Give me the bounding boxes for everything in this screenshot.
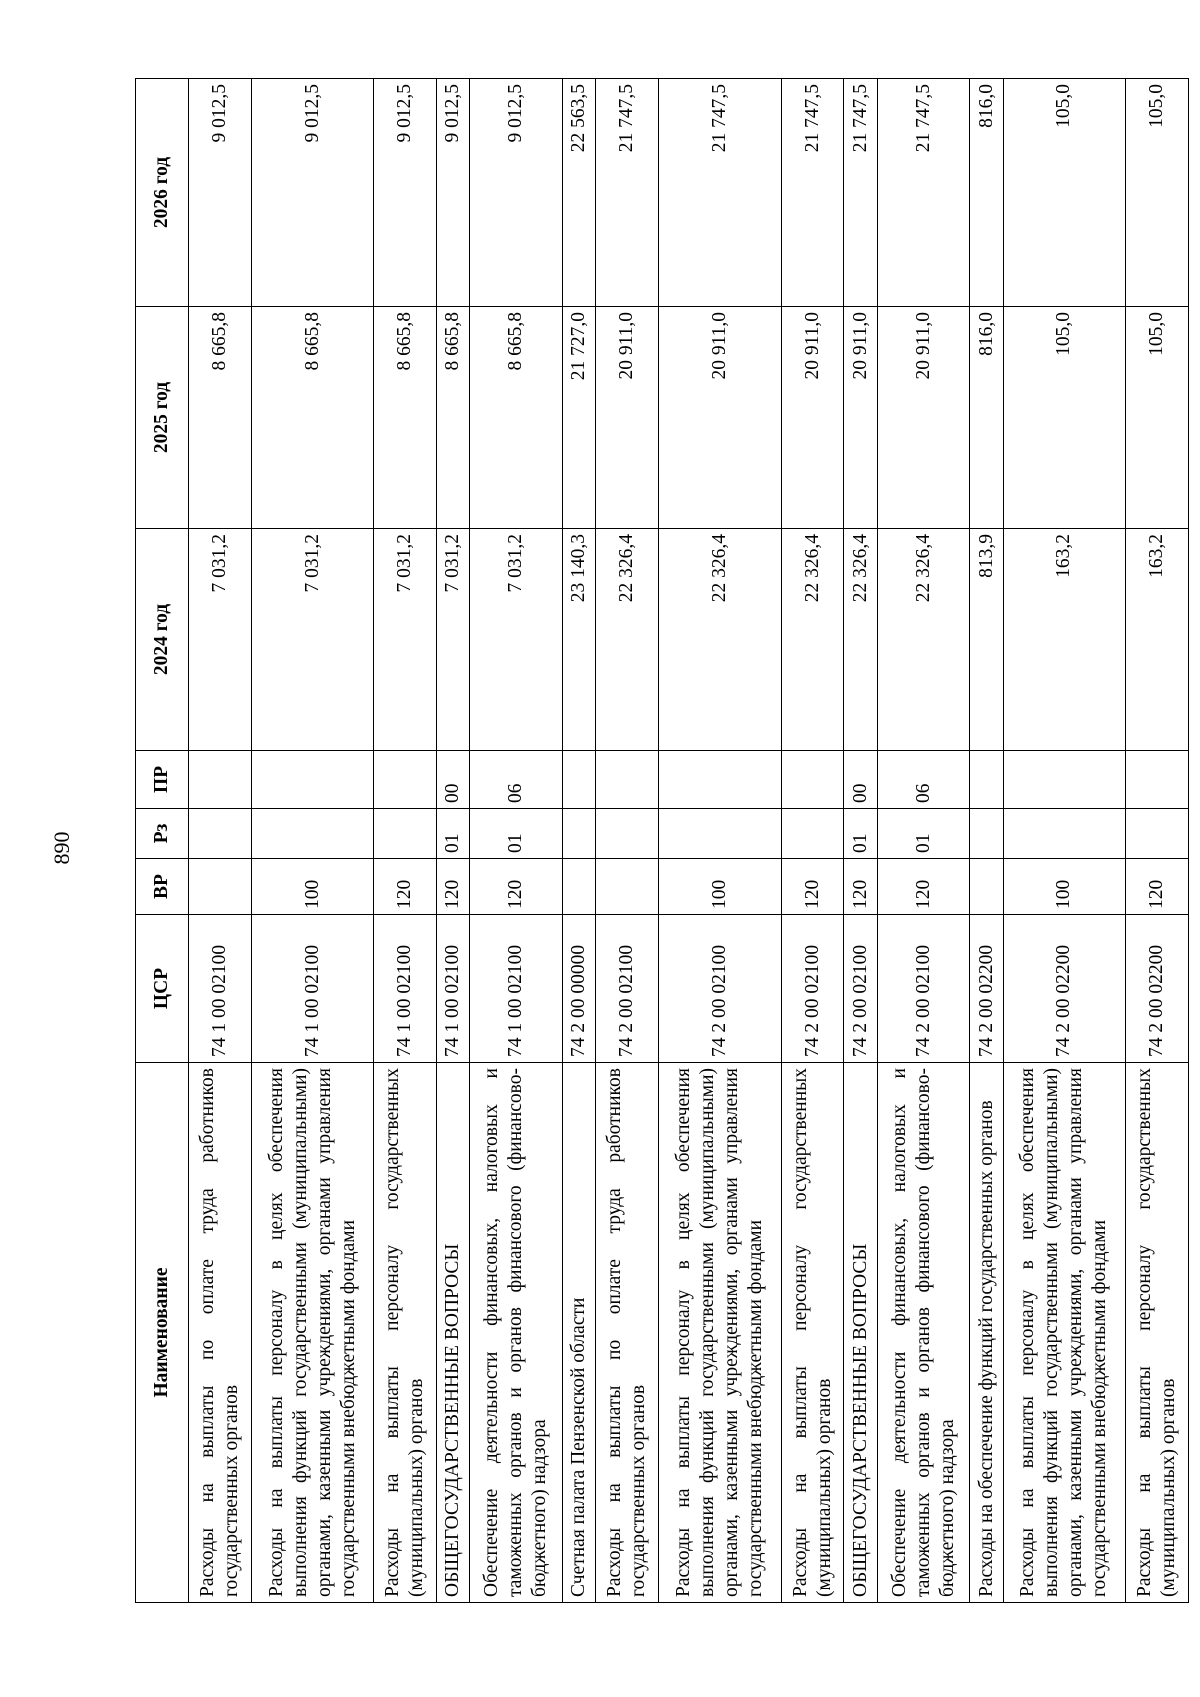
- cell-2024: 813,9: [970, 529, 1003, 751]
- header-2025: 2025 год: [136, 307, 189, 529]
- cell-pr: [659, 751, 781, 809]
- cell-2025: 21 727,0: [563, 307, 596, 529]
- table-row: [844, 79, 877, 1603]
- cell-csr: 74 2 00 02100: [844, 915, 877, 1063]
- cell-vr: 120: [1125, 859, 1188, 915]
- header-row: [136, 79, 189, 1603]
- cell-rz: 01: [437, 809, 470, 859]
- cell-pr: [374, 751, 437, 809]
- table-body: [189, 79, 1189, 1603]
- cell-vr: 100: [1003, 859, 1125, 915]
- cell-2024: 163,2: [1125, 529, 1188, 751]
- cell-rz: [251, 809, 373, 859]
- cell-2025: 8 665,8: [189, 307, 252, 529]
- cell-name: Расходы на выплаты по оплате труда работников государственных органов: [189, 1063, 252, 1603]
- cell-pr: [251, 751, 373, 809]
- cell-csr: 74 2 00 02100: [596, 915, 659, 1063]
- cell-csr: 74 1 00 02100: [470, 915, 563, 1063]
- cell-name: ОБЩЕГОСУДАРСТВЕННЫЕ ВОПРОСЫ: [844, 1063, 877, 1603]
- cell-vr: 100: [251, 859, 373, 915]
- table-row: [1003, 79, 1125, 1603]
- header-pr: ПР: [136, 751, 189, 809]
- cell-2025: 8 665,8: [437, 307, 470, 529]
- cell-vr: 120: [877, 859, 970, 915]
- cell-rz: [1003, 809, 1125, 859]
- cell-vr: 120: [374, 859, 437, 915]
- cell-name: Расходы на выплаты персоналу государственных (муниципальных) органов: [374, 1063, 437, 1603]
- cell-2025: 8 665,8: [470, 307, 563, 529]
- cell-vr: [563, 859, 596, 915]
- cell-2024: 7 031,2: [189, 529, 252, 751]
- cell-2024: 23 140,3: [563, 529, 596, 751]
- cell-csr: 74 1 00 02100: [374, 915, 437, 1063]
- cell-name: Расходы на выплаты персоналу государственных (муниципальных) органов: [1125, 1063, 1188, 1603]
- cell-pr: 06: [470, 751, 563, 809]
- cell-2026: 9 012,5: [251, 79, 373, 307]
- header-vr: ВР: [136, 859, 189, 915]
- cell-2024: 7 031,2: [251, 529, 373, 751]
- cell-2026: 105,0: [1003, 79, 1125, 307]
- cell-pr: 00: [437, 751, 470, 809]
- cell-csr: 74 2 00 02100: [781, 915, 844, 1063]
- cell-vr: 120: [781, 859, 844, 915]
- cell-pr: 00: [844, 751, 877, 809]
- cell-csr: 74 1 00 02100: [251, 915, 373, 1063]
- cell-pr: [189, 751, 252, 809]
- cell-2025: 8 665,8: [251, 307, 373, 529]
- cell-2026: 21 747,5: [659, 79, 781, 307]
- cell-2026: 21 747,5: [781, 79, 844, 307]
- cell-2026: 9 012,5: [189, 79, 252, 307]
- table-row: [877, 79, 970, 1603]
- cell-csr: 74 2 00 02200: [1003, 915, 1125, 1063]
- cell-2024: 22 326,4: [781, 529, 844, 751]
- cell-2026: 9 012,5: [374, 79, 437, 307]
- cell-rz: [563, 809, 596, 859]
- cell-2026: 21 747,5: [844, 79, 877, 307]
- header-rz: Рз: [136, 809, 189, 859]
- cell-2024: 7 031,2: [374, 529, 437, 751]
- rotated-table-container: [135, 79, 1189, 1603]
- cell-csr: 74 1 00 02100: [189, 915, 252, 1063]
- cell-2025: 8 665,8: [374, 307, 437, 529]
- cell-2024: 22 326,4: [596, 529, 659, 751]
- cell-2025: 20 911,0: [596, 307, 659, 529]
- cell-name: Расходы на выплаты персоналу в целях обеспечения выполнения функций государственными (муниципальными) органами, казенными учреждениями, органами управления государственными внебюджетными фондами: [251, 1063, 373, 1603]
- table-row: [189, 79, 252, 1603]
- cell-name: Расходы на выплаты персоналу в целях обеспечения выполнения функций государственными (муниципальными) органами, казенными учреждениями, органами управления государственными внебюджетными фондами: [1003, 1063, 1125, 1603]
- header-2026: 2026 год: [136, 79, 189, 307]
- cell-vr: 120: [844, 859, 877, 915]
- cell-csr: 74 1 00 02100: [437, 915, 470, 1063]
- cell-rz: [374, 809, 437, 859]
- cell-pr: [596, 751, 659, 809]
- cell-csr: 74 2 00 02200: [970, 915, 1003, 1063]
- table-row: [1125, 79, 1188, 1603]
- header-2024: 2024 год: [136, 529, 189, 751]
- cell-name: Обеспечение деятельности финансовых, налоговых и таможенных органов и органов финансового (финансово-бюджетного) надзора: [470, 1063, 563, 1603]
- cell-2026: 816,0: [970, 79, 1003, 307]
- cell-vr: [970, 859, 1003, 915]
- cell-2026: 9 012,5: [437, 79, 470, 307]
- cell-pr: [1003, 751, 1125, 809]
- cell-csr: 74 2 00 02100: [659, 915, 781, 1063]
- cell-csr: 74 2 00 02200: [1125, 915, 1188, 1063]
- table-row: [251, 79, 373, 1603]
- table-row: [781, 79, 844, 1603]
- cell-rz: [970, 809, 1003, 859]
- table-row: [970, 79, 1003, 1603]
- page-number: 890: [49, 831, 74, 865]
- cell-name: Расходы на выплаты персоналу государственных (муниципальных) органов: [781, 1063, 844, 1603]
- cell-vr: [189, 859, 252, 915]
- cell-pr: [970, 751, 1003, 809]
- cell-rz: 01: [844, 809, 877, 859]
- cell-csr: 74 2 00 00000: [563, 915, 596, 1063]
- cell-vr: [596, 859, 659, 915]
- table-row: [596, 79, 659, 1603]
- cell-2026: 21 747,5: [596, 79, 659, 307]
- cell-rz: [596, 809, 659, 859]
- cell-name: Расходы на выплаты по оплате труда работников государственных органов: [596, 1063, 659, 1603]
- cell-2026: 21 747,5: [877, 79, 970, 307]
- table-row: [470, 79, 563, 1603]
- cell-2025: 20 911,0: [659, 307, 781, 529]
- cell-2024: 7 031,2: [470, 529, 563, 751]
- cell-name: ОБЩЕГОСУДАРСТВЕННЫЕ ВОПРОСЫ: [437, 1063, 470, 1603]
- cell-2026: 22 563,5: [563, 79, 596, 307]
- header-name: Наименование: [136, 1063, 189, 1603]
- cell-2024: 22 326,4: [844, 529, 877, 751]
- cell-2024: 7 031,2: [437, 529, 470, 751]
- cell-csr: 74 2 00 02100: [877, 915, 970, 1063]
- cell-2025: 816,0: [970, 307, 1003, 529]
- cell-name: Расходы на обеспечение функций государственных органов: [970, 1063, 1003, 1603]
- cell-2024: 163,2: [1003, 529, 1125, 751]
- cell-2026: 105,0: [1125, 79, 1188, 307]
- table-frame: [135, 79, 1189, 1603]
- cell-name: Расходы на выплаты персоналу в целях обеспечения выполнения функций государственными (муниципальными) органами, казенными учреждениями, органами управления государственными внебюджетными фондами: [659, 1063, 781, 1603]
- cell-2024: 22 326,4: [877, 529, 970, 751]
- cell-2025: 20 911,0: [781, 307, 844, 529]
- cell-vr: 100: [659, 859, 781, 915]
- cell-pr: [563, 751, 596, 809]
- cell-rz: [781, 809, 844, 859]
- header-csr: ЦСР: [136, 915, 189, 1063]
- cell-pr: [781, 751, 844, 809]
- cell-2026: 9 012,5: [470, 79, 563, 307]
- cell-2025: 20 911,0: [844, 307, 877, 529]
- cell-pr: 06: [877, 751, 970, 809]
- cell-rz: [189, 809, 252, 859]
- table-row: [563, 79, 596, 1603]
- cell-vr: 120: [470, 859, 563, 915]
- cell-2025: 105,0: [1125, 307, 1188, 529]
- cell-2024: 22 326,4: [659, 529, 781, 751]
- cell-name: Счетная палата Пензенской области: [563, 1063, 596, 1603]
- cell-vr: 120: [437, 859, 470, 915]
- table-row: [374, 79, 437, 1603]
- cell-rz: [1125, 809, 1188, 859]
- table-row: [437, 79, 470, 1603]
- cell-rz: 01: [470, 809, 563, 859]
- cell-name: Обеспечение деятельности финансовых, налоговых и таможенных органов и органов финансового (финансово-бюджетного) надзора: [877, 1063, 970, 1603]
- cell-rz: 01: [877, 809, 970, 859]
- cell-2025: 20 911,0: [877, 307, 970, 529]
- cell-2025: 105,0: [1003, 307, 1125, 529]
- budget-table: [135, 78, 1189, 1603]
- table-row: [659, 79, 781, 1603]
- cell-rz: [659, 809, 781, 859]
- cell-pr: [1125, 751, 1188, 809]
